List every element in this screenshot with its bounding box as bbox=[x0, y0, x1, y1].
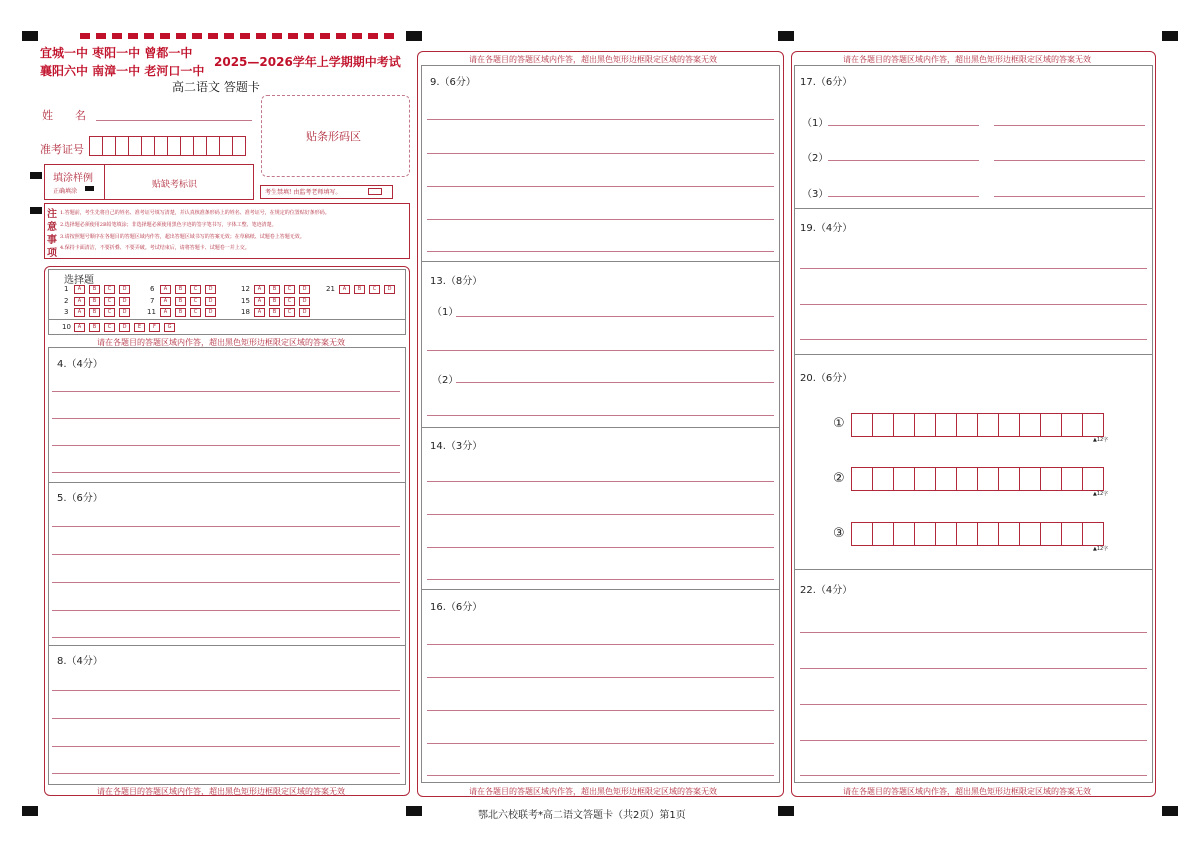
section-divider bbox=[794, 569, 1153, 570]
answer-line[interactable] bbox=[994, 125, 1145, 126]
boundary-notice: 请在各题目的答题区域内作答，超出黑色矩形边框限定区域的答案无效 bbox=[469, 55, 717, 64]
section-divider bbox=[421, 589, 780, 590]
mc-q-num: 15 bbox=[241, 297, 250, 305]
mc-q-num: 1 bbox=[64, 285, 69, 293]
id-label: 准考证号 bbox=[40, 143, 84, 156]
name-field[interactable] bbox=[96, 120, 252, 121]
answer-line[interactable] bbox=[52, 554, 400, 555]
question-19-label: 19.（4分） bbox=[800, 223, 853, 234]
answer-line[interactable] bbox=[456, 382, 774, 383]
answer-line[interactable] bbox=[427, 514, 774, 515]
timing-mark-side2 bbox=[30, 207, 42, 214]
answer-line[interactable] bbox=[427, 579, 774, 580]
answer-line[interactable] bbox=[800, 268, 1147, 269]
mc-options-q11[interactable]: A B C D bbox=[160, 308, 220, 317]
mc-options-q2[interactable]: A B C D bbox=[74, 297, 134, 306]
section-divider bbox=[48, 482, 406, 483]
answer-line[interactable] bbox=[828, 125, 979, 126]
barcode-label: 贴条形码区 bbox=[306, 130, 361, 143]
page-footer: 鄂北六校联考*高二语文答题卡（共2页）第1页 bbox=[478, 810, 686, 821]
question-20-label: 20.（6分） bbox=[800, 373, 853, 384]
answer-line[interactable] bbox=[52, 391, 400, 392]
question-5-label: 5.（6分） bbox=[57, 493, 103, 504]
char-grid-note: ▲12字 bbox=[1093, 546, 1109, 552]
answer-line[interactable] bbox=[800, 632, 1147, 633]
boundary-notice: 请在各题目的答题区域内作答，超出黑色矩形边框限定区域的答案无效 bbox=[97, 338, 345, 347]
section-divider bbox=[421, 427, 780, 428]
question-9-label: 9.（6分） bbox=[430, 77, 476, 88]
filled-mark-sample bbox=[85, 186, 94, 191]
mc-q-num: 11 bbox=[147, 308, 156, 316]
answer-line[interactable] bbox=[427, 119, 774, 120]
section-divider bbox=[48, 645, 406, 646]
char-grid-note: ▲12字 bbox=[1093, 491, 1109, 497]
sub-question-3-label: （3） bbox=[802, 189, 829, 200]
name-label: 姓 名 bbox=[42, 109, 86, 122]
timing-mark-side1 bbox=[30, 172, 42, 179]
answer-line[interactable] bbox=[427, 677, 774, 678]
answer-line[interactable] bbox=[828, 196, 979, 197]
answer-line[interactable] bbox=[52, 690, 400, 691]
sub-question-1-label: （1） bbox=[432, 307, 459, 318]
circle-label-2: ② bbox=[833, 471, 845, 486]
answer-line[interactable] bbox=[800, 668, 1147, 669]
fill-example-note: 正确填涂 bbox=[53, 188, 78, 195]
mc-q-num: 10 bbox=[62, 323, 71, 331]
answer-line[interactable] bbox=[427, 743, 774, 744]
schools-line-2: 襄阳六中 南漳一中 老河口一中 bbox=[40, 64, 205, 78]
timing-mark-bc1 bbox=[406, 806, 422, 816]
question-22-label: 22.（4分） bbox=[800, 585, 853, 596]
mc-options-q3[interactable]: A B C D bbox=[74, 308, 134, 317]
exam-title: 2025—2026学年上学期期中考试 bbox=[214, 55, 401, 69]
answer-line[interactable] bbox=[828, 160, 979, 161]
mc-options-q6[interactable]: A B C D bbox=[160, 285, 220, 294]
answer-line[interactable] bbox=[427, 251, 774, 252]
fill-example-label: 填涂样例 bbox=[53, 173, 93, 184]
char-grid-3[interactable] bbox=[852, 522, 1104, 546]
answer-line[interactable] bbox=[52, 610, 400, 611]
answer-line[interactable] bbox=[427, 415, 774, 416]
answer-line[interactable] bbox=[800, 304, 1147, 305]
timing-mark-tc1 bbox=[406, 31, 422, 41]
answer-line[interactable] bbox=[52, 418, 400, 419]
id-boxes[interactable] bbox=[90, 136, 246, 156]
answer-line[interactable] bbox=[427, 186, 774, 187]
boundary-notice: 请在各题目的答题区域内作答，超出黑色矩形边框限定区域的答案无效 bbox=[843, 787, 1091, 796]
answer-line[interactable] bbox=[427, 153, 774, 154]
timing-mark-tc2 bbox=[778, 31, 794, 41]
note-item-4: 4.保持卡面清洁，不要折叠、不要弄破。考试结束后，请将答题卡、试题卷一并上交。 bbox=[60, 245, 250, 251]
fill-example-divider bbox=[104, 164, 105, 200]
middle-questions-box bbox=[421, 65, 780, 783]
answer-line[interactable] bbox=[427, 547, 774, 548]
timing-mark-bc2 bbox=[778, 806, 794, 816]
mc-title: 选择题 bbox=[64, 275, 94, 286]
mc-q-num: 2 bbox=[64, 297, 69, 305]
answer-line[interactable] bbox=[52, 637, 400, 638]
answer-line[interactable] bbox=[456, 316, 774, 317]
mc-q-num: 3 bbox=[64, 308, 69, 316]
answer-line[interactable] bbox=[994, 196, 1145, 197]
answer-line[interactable] bbox=[427, 219, 774, 220]
mc-q-num: 6 bbox=[150, 285, 155, 293]
circle-label-1: ① bbox=[833, 416, 845, 431]
mc-q-num: 12 bbox=[241, 285, 250, 293]
mc-options-q7[interactable]: A B C D bbox=[160, 297, 220, 306]
section-divider bbox=[794, 354, 1153, 355]
answer-line[interactable] bbox=[52, 773, 400, 774]
mc-options-q18[interactable]: A B C D bbox=[254, 308, 314, 317]
proctor-check-box[interactable] bbox=[368, 188, 382, 195]
note-item-3: 3.请按照题号顺序在各题目的答题区域内作答，超出答题区域书写的答案无效；在草稿纸、试题卷上答题无效。 bbox=[60, 234, 305, 240]
question-13-label: 13.（8分） bbox=[430, 276, 483, 287]
answer-line[interactable] bbox=[800, 740, 1147, 741]
note-item-2: 2.选择题必须使用2B铅笔填涂；非选择题必须使用黑色字迹的签字笔书写，字体工整、笔迹清楚。 bbox=[60, 222, 277, 228]
mc-q-num: 18 bbox=[241, 308, 250, 316]
page-title: 高二语文 答题卡 bbox=[172, 80, 260, 94]
notes-heading-2: 意 bbox=[47, 222, 57, 233]
answer-line[interactable] bbox=[800, 704, 1147, 705]
answer-line[interactable] bbox=[52, 526, 400, 527]
timing-mark-tr bbox=[1162, 31, 1178, 41]
question-4-label: 4.（4分） bbox=[57, 359, 103, 370]
absent-label: 贴缺考标识 bbox=[152, 180, 198, 190]
boundary-notice: 请在各题目的答题区域内作答，超出黑色矩形边框限定区域的答案无效 bbox=[843, 55, 1091, 64]
section-divider bbox=[421, 261, 780, 262]
question-17-label: 17.（6分） bbox=[800, 77, 853, 88]
char-grid-note: ▲12字 bbox=[1093, 437, 1109, 443]
question-14-label: 14.（3分） bbox=[430, 441, 483, 452]
note-item-1: 1.答题前，考生先将自己的姓名、准考证号填写清楚，并认真核准条形码上的姓名、准考证号，在规定的位置贴好条形码。 bbox=[60, 210, 330, 216]
timing-mark-br bbox=[1162, 806, 1178, 816]
mc-options-q15[interactable]: A B C D bbox=[254, 297, 314, 306]
mc-q-num: 7 bbox=[150, 297, 155, 305]
schools-line-1: 宜城一中 枣阳一中 曾都一中 bbox=[40, 46, 193, 60]
boundary-notice: 请在各题目的答题区域内作答，超出黑色矩形边框限定区域的答案无效 bbox=[469, 787, 717, 796]
answer-line[interactable] bbox=[52, 582, 400, 583]
boundary-notice: 请在各题目的答题区域内作答，超出黑色矩形边框限定区域的答案无效 bbox=[97, 787, 345, 796]
question-8-label: 8.（4分） bbox=[57, 656, 103, 667]
answer-line[interactable] bbox=[800, 775, 1147, 776]
proctor-note: 考生禁填! 由监考老师填写。 bbox=[265, 189, 342, 196]
answer-line[interactable] bbox=[427, 775, 774, 776]
sub-question-2-label: （2） bbox=[432, 375, 459, 386]
timing-mark-tl bbox=[22, 31, 38, 41]
mc-options-q10[interactable]: A B C D E F G bbox=[74, 323, 179, 332]
answer-line[interactable] bbox=[427, 350, 774, 351]
char-grid-2[interactable] bbox=[852, 467, 1104, 491]
mc-options-q1[interactable]: A B C D bbox=[74, 285, 134, 294]
question-16-label: 16.（6分） bbox=[430, 602, 483, 613]
mc-options-q21[interactable]: A B C D bbox=[339, 285, 399, 294]
answer-line[interactable] bbox=[427, 644, 774, 645]
notes-heading-3: 事 bbox=[47, 235, 57, 246]
answer-line[interactable] bbox=[52, 472, 400, 473]
section-divider bbox=[794, 208, 1153, 209]
answer-line[interactable] bbox=[52, 746, 400, 747]
answer-line[interactable] bbox=[52, 718, 400, 719]
mc-q-num: 21 bbox=[326, 285, 335, 293]
sub-question-2-label: （2） bbox=[802, 153, 829, 164]
top-dashed-bar bbox=[80, 33, 398, 39]
answer-line[interactable] bbox=[800, 339, 1147, 340]
answer-line[interactable] bbox=[427, 710, 774, 711]
answer-line[interactable] bbox=[427, 481, 774, 482]
timing-mark-bl bbox=[22, 806, 38, 816]
answer-line[interactable] bbox=[994, 160, 1145, 161]
left-questions-box bbox=[48, 347, 406, 785]
char-grid-1[interactable] bbox=[852, 413, 1104, 437]
mc-divider bbox=[48, 319, 406, 320]
notes-heading-4: 项 bbox=[47, 248, 57, 259]
notes-heading-1: 注 bbox=[47, 209, 57, 220]
sub-question-1-label: （1） bbox=[802, 118, 829, 129]
answer-line[interactable] bbox=[52, 445, 400, 446]
mc-options-q12[interactable]: A B C D bbox=[254, 285, 314, 294]
circle-label-3: ③ bbox=[833, 526, 845, 541]
